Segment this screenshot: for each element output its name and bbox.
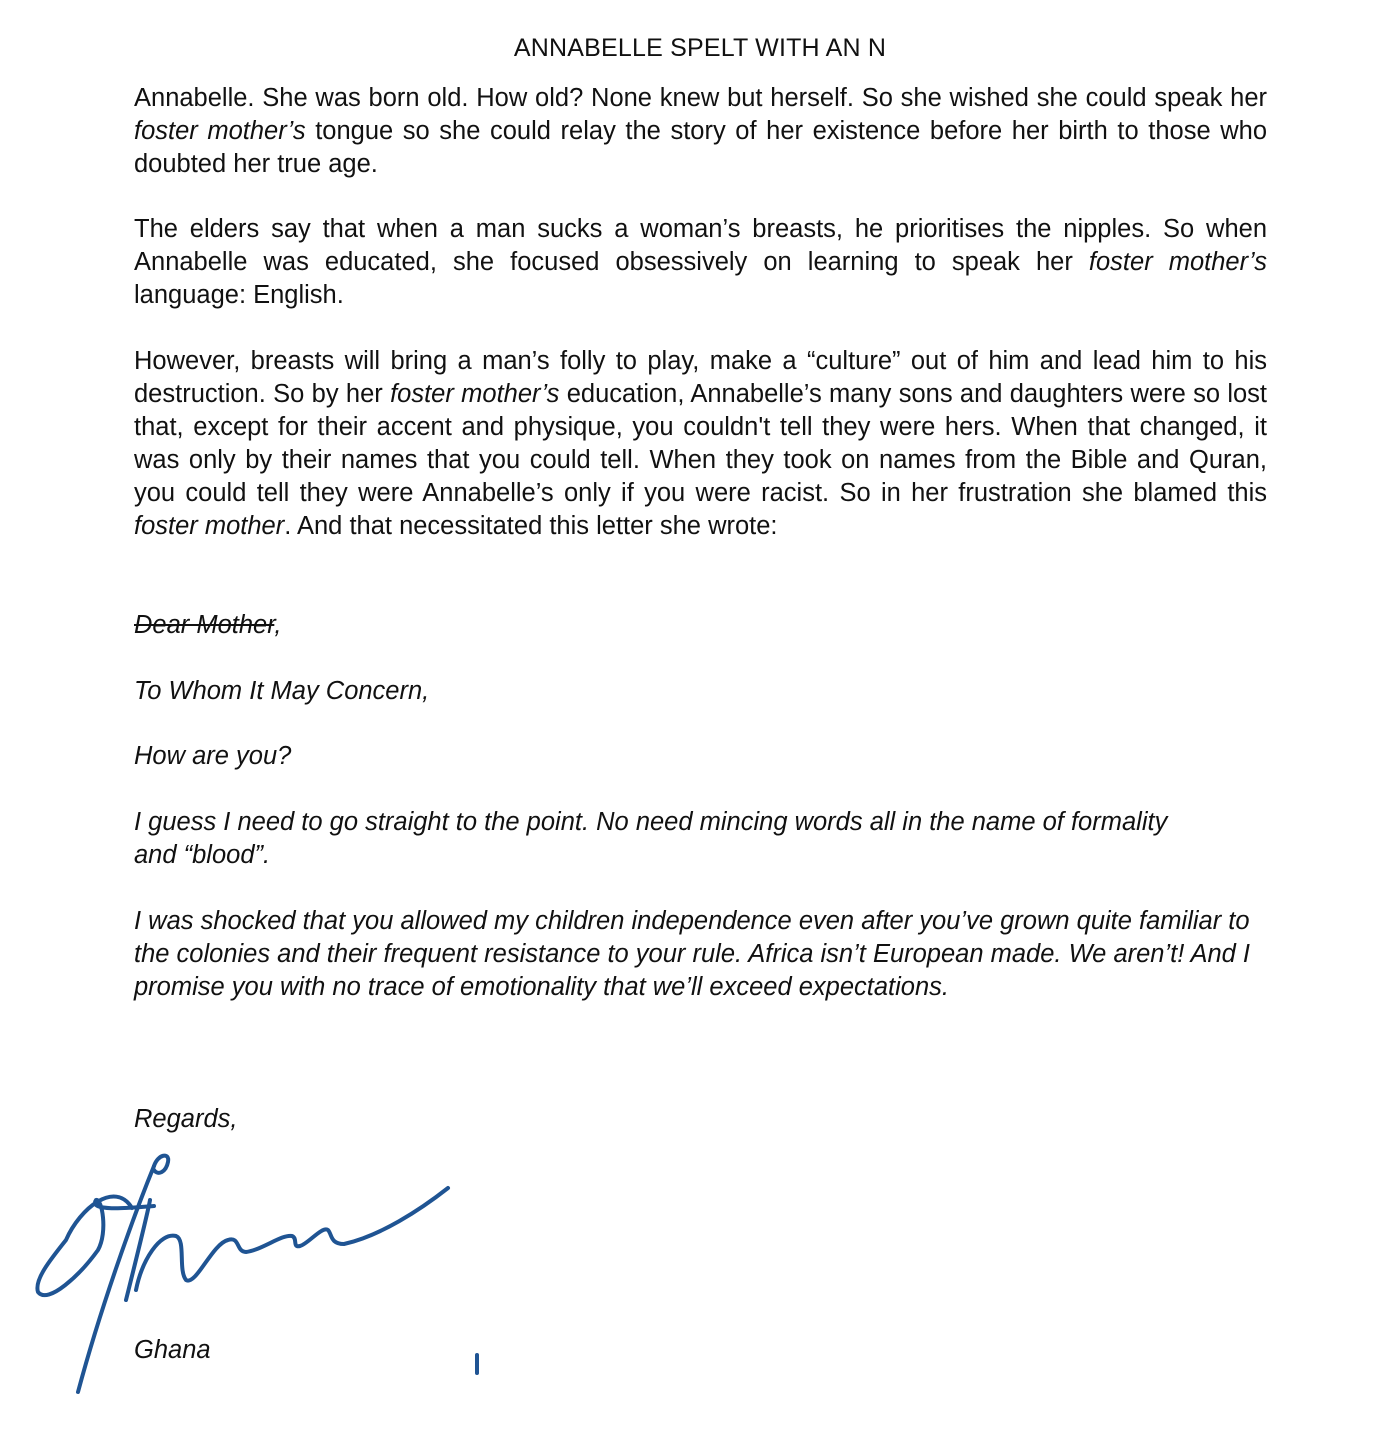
handwritten-signature — [0, 1140, 520, 1430]
letter-salutation: To Whom It May Concern, — [134, 677, 430, 705]
letter-greeting: How are you? — [134, 742, 292, 770]
signature-stroke-loop — [154, 1156, 168, 1173]
letter-signer: Ghana — [134, 1336, 211, 1364]
paragraph-1-italic: foster mother’s — [134, 117, 306, 145]
paragraph-3-text-e: . And that necessitated this letter she wrote: — [284, 512, 778, 540]
paragraph-3-italic-2: foster mother — [134, 512, 285, 540]
struck-salutation-text: Dear Mother — [134, 611, 275, 639]
paragraph-2-text-c: language: English. — [134, 281, 344, 309]
letter-closing: Regards, — [134, 1105, 238, 1133]
signature-lettering: Ghana — [160, 1280, 164, 1281]
paragraph-2-italic: foster mother’s — [1088, 248, 1268, 276]
document-title: ANNABELLE SPELT WITH AN N — [513, 34, 887, 62]
paragraph-3-text-c: education, Annabelle’s many sons and daughters were so lost that, except for their accent and physique, you couldn't tell they were hers. When that changed, it was only by their names that you could tell. When they took on names from the Bible and Quran, you could tell they were Annabelle’s only if you were racist. So in her frustration she blamed this — [134, 380, 1268, 507]
struck-salutation-comma: , — [274, 611, 282, 639]
letter-body-1: I guess I need to go straight to the point. No need mincing words all in the name of formality and “blood”. — [134, 808, 1168, 869]
signature-stroke-hana — [136, 1188, 448, 1290]
letter-struck-salutation — [134, 609, 1267, 642]
paragraph-2-text-a: The elders say that when a man sucks a woman’s breasts, he prioritises the nipples. So when Annabelle was educated, she focused obsessively on learning to speak her — [134, 215, 1267, 276]
paragraph-1-text-c: tongue so she could relay the story of her existence before her birth to those who doubted her true age. — [134, 117, 1267, 178]
paragraph-3 — [134, 345, 1267, 543]
paragraph-1-text-a: Annabelle. She was born old. How old? None knew but herself. So she wished she could speak her — [134, 84, 1267, 112]
paragraph-3-text-a: However, breasts will bring a man’s folly to play, make a “culture” out of him and lead him to his destruction. So by her — [134, 347, 1267, 408]
paragraph-2 — [134, 213, 1267, 312]
paragraph-1 — [134, 82, 1267, 181]
paragraph-3-italic-1: foster mother’s — [390, 380, 560, 408]
letter-body-2: I was shocked that you allowed my children independence even after you’ve grown quite familiar to the colonies and their frequent resistance to your rule. Africa isn’t European made. We aren’t! And I promise you with no trace of emotionality that we’ll exceed expectations. — [134, 907, 1250, 1001]
